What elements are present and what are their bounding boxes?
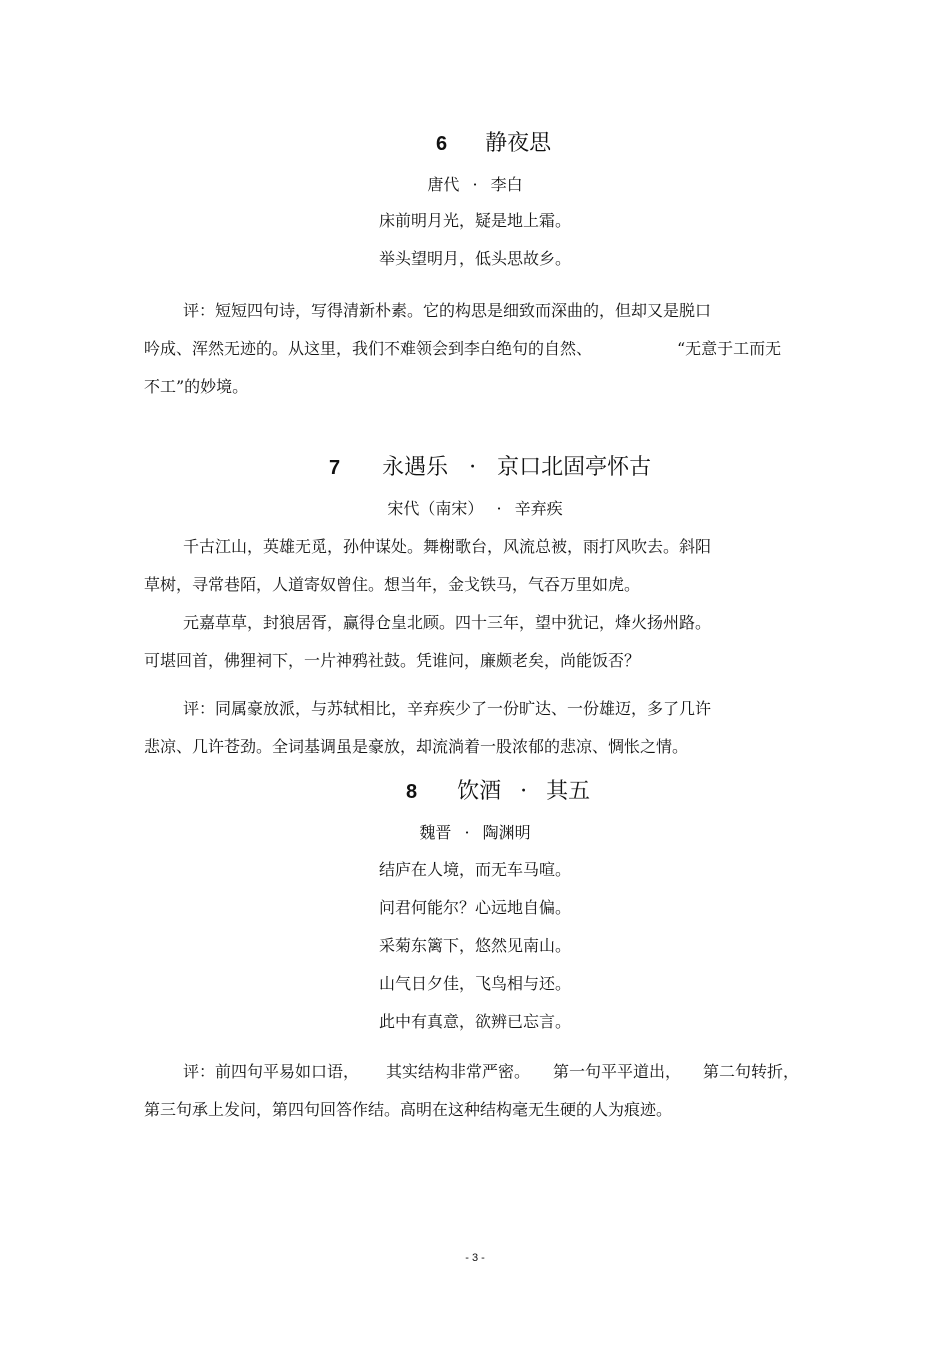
poem-line: 元嘉草草，封狼居胥，赢得仓皇北顾。四十三年，望中犹记，烽火扬州路。 (183, 613, 712, 632)
dynasty: 魏晋 (419, 823, 452, 842)
poem-title: 永遇乐 (382, 455, 449, 480)
poem-line: 采菊东篱下，悠然见南山。 (378, 936, 571, 955)
page-number: - 3 - (465, 1252, 485, 1264)
poem-7-title (329, 453, 651, 483)
poem-line: 可堪回首，佛狸祠下，一片神鸦社鼓。凭谁问，廉颇老矣，尚能饭否？ (144, 651, 641, 670)
comment-line: 吟成、浑然无迹的。从这里，我们不难领会到李白绝句的自然、 (144, 339, 593, 358)
poem-8-author-line (0, 821, 950, 845)
comment-line: 第二句转折， (703, 1062, 800, 1081)
poem-number: 7 (329, 457, 341, 479)
separator: · (464, 823, 470, 842)
comment-line: 悲凉、几许苍劲。全词基调虽是豪放，却流淌着一股浓郁的悲凉、惆怅之情。 (144, 737, 689, 756)
poem-line: 问君何能尔？心远地自偏。 (378, 898, 571, 917)
poem-7-author-line (0, 497, 950, 521)
poem-line: 举头望明月，低头思故乡。 (378, 249, 571, 268)
poem-8-title (406, 777, 590, 807)
comment-line: 评：短短四句诗，写得清新朴素。它的构思是细致而深曲的，但却又是脱口 (183, 301, 712, 320)
poem-number: 6 (436, 133, 448, 155)
author: 陶渊明 (482, 823, 531, 842)
comment-line: “无意于工而无 (677, 339, 782, 358)
poem-line: 草树，寻常巷陌，人道寄奴曾住。想当年，金戈铁马，气吞万里如虎。 (144, 575, 641, 594)
poem-line: 结庐在人境，而无车马喧。 (378, 860, 571, 879)
poem-line: 此中有真意，欲辨已忘言。 (378, 1012, 571, 1031)
comment-line: 其实结构非常严密。 (386, 1062, 531, 1081)
separator: · (472, 175, 478, 194)
dynasty: 唐代 (427, 175, 460, 194)
poem-6-author-line (0, 173, 950, 197)
comment-line: 评：前四句平易如口语， (183, 1062, 360, 1081)
comment-line: 评：同属豪放派，与苏轼相比，辛弃疾少了一份旷达、一份雄迈，多了几许 (183, 699, 712, 718)
author: 辛弃疾 (514, 499, 563, 518)
poem-subtitle: 其五 (546, 779, 591, 804)
comment-line: 第三句承上发问，第四句回答作结。高明在这种结构毫无生硬的人为痕迹。 (144, 1100, 673, 1119)
poem-subtitle: 京口北固亭怀古 (497, 455, 652, 480)
separator: · (520, 779, 528, 804)
poem-number: 8 (406, 781, 418, 803)
separator: · (496, 499, 502, 518)
poem-title: 饮酒 (457, 779, 502, 804)
poem-6-title (436, 129, 551, 159)
author: 李白 (490, 175, 523, 194)
poem-line: 床前明月光，疑是地上霜。 (378, 211, 571, 230)
poem-title: 静夜思 (485, 131, 552, 156)
dynasty: 宋代（南宋） (387, 499, 484, 518)
poem-line: 千古江山，英雄无觅，孙仲谋处。舞榭歌台，风流总被，雨打风吹去。斜阳 (183, 537, 712, 556)
comment-line: 第一句平平道出， (553, 1062, 682, 1081)
poem-line: 山气日夕佳，飞鸟相与还。 (378, 974, 571, 993)
separator: · (469, 455, 477, 480)
comment-line: 不工”的妙境。 (144, 377, 249, 396)
